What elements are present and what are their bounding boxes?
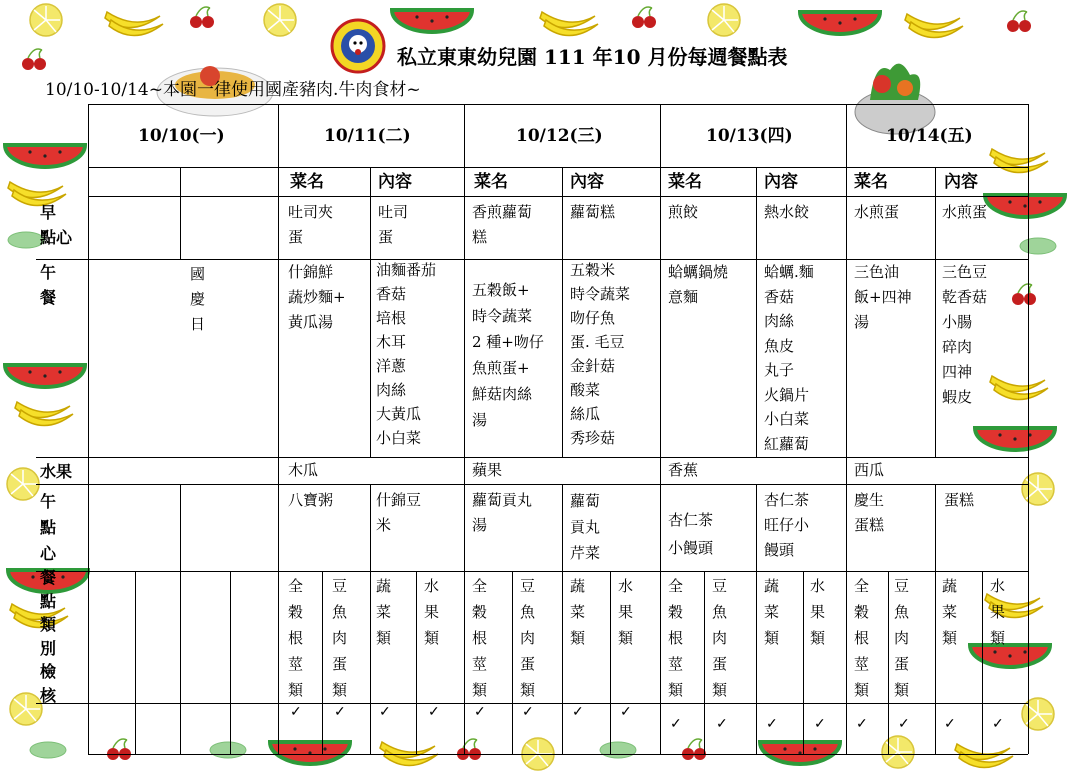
check-mark: ✓: [290, 704, 302, 720]
check-mark: ✓: [814, 716, 826, 732]
holiday-label: 國 慶 日: [190, 265, 206, 333]
lunch-dish: 蛤蠣鍋燒 意麵: [668, 263, 729, 306]
page-subtitle: 10/10-10/14~本園一律使用國產豬肉.牛肉食材~: [45, 80, 421, 100]
check-mark: ✓: [620, 704, 632, 720]
watermelon-icon: [270, 742, 350, 764]
lunch-content: 五穀米 時令蔬菜 吻仔魚 蛋. 毛豆 金針菇 酸菜 絲瓜 秀珍菇: [570, 261, 631, 447]
banana-icon: [990, 149, 1048, 173]
leaf-icon: [1020, 238, 1056, 254]
lunch-content: 油麵番茄 香菇 培根 木耳 洋蔥 肉絲 大黃瓜 小白菜: [376, 261, 437, 447]
day-header: 10/10(一): [138, 126, 225, 146]
col-label-content: 內容: [764, 172, 798, 192]
fruit-item: 西瓜: [854, 461, 885, 479]
row-label-snack: 午 點 心: [40, 492, 57, 563]
lunch-dish: 三色油 飯+四神 湯: [854, 263, 912, 331]
lunch-dish: 什錦鮮 蔬炒麵+ 黃瓜湯: [288, 263, 346, 331]
lunch-content: 三色豆 乾香菇 小腸 碎肉 四神 蝦皮: [942, 263, 988, 406]
check-mark: ✓: [334, 704, 346, 720]
check-category-label: 蔬 菜 類: [570, 577, 586, 647]
check-mark: ✓: [670, 716, 682, 732]
watermelon-icon: [985, 195, 1065, 217]
breakfast-content: 熱水餃: [764, 203, 810, 221]
check-category-label: 水 果 類: [424, 577, 440, 647]
breakfast-content: 水煎蛋: [942, 203, 988, 221]
banana-icon: [955, 744, 1013, 768]
col-label-content: 內容: [570, 172, 604, 192]
check-category-label: 蔬 菜 類: [376, 577, 392, 647]
cherry-icon: [457, 739, 481, 760]
banana-icon: [105, 12, 163, 36]
check-category-label: 水 果 類: [810, 577, 826, 647]
lemon-icon: [882, 736, 914, 768]
snack-dish: 蘿蔔貢丸 湯: [472, 491, 533, 534]
day-header: 10/13(四): [706, 126, 793, 146]
day-header: 10/14(五): [886, 126, 973, 146]
lemon-icon: [708, 4, 740, 36]
row-label-check: 餐 點 類 別 檢 核: [40, 568, 57, 705]
cherry-icon: [1007, 11, 1031, 32]
check-mark: ✓: [474, 704, 486, 720]
cherry-icon: [682, 739, 706, 760]
check-category-label: 水 果 類: [618, 577, 634, 647]
banana-icon: [10, 604, 68, 628]
fruit-item: 木瓜: [288, 461, 319, 479]
fruit-item: 蘋果: [472, 461, 503, 479]
breakfast-content: 吐司 蛋: [378, 203, 409, 246]
lemon-icon: [30, 4, 62, 36]
lunch-dish: 五穀飯+ 時令蔬菜 2 種+吻仔 魚煎蛋+ 鮮菇肉絲 湯: [472, 281, 544, 429]
check-category-label: 豆 魚 肉 蛋 類: [712, 577, 728, 699]
col-label-dish: 菜名: [668, 172, 702, 192]
lemon-icon: [1022, 473, 1054, 505]
day-header: 10/12(三): [516, 126, 603, 146]
check-mark: ✓: [379, 704, 391, 720]
snack-content: 什錦豆 米: [376, 491, 422, 534]
leaf-icon: [30, 742, 66, 758]
check-category-label: 豆 魚 肉 蛋 類: [520, 577, 536, 699]
row-label-breakfast: 早 點心: [40, 203, 73, 247]
snack-dish: 八寶粥: [288, 491, 334, 509]
watermelon-icon: [5, 145, 85, 167]
breakfast-dish: 吐司夾 蛋: [288, 203, 334, 246]
breakfast-dish: 香煎蘿蔔 糕: [472, 203, 533, 246]
leaf-icon: [210, 742, 246, 758]
check-mark: ✓: [898, 716, 910, 732]
cherry-icon: [22, 49, 46, 70]
leaf-icon: [600, 742, 636, 758]
lemon-icon: [264, 4, 296, 36]
cherry-icon: [1012, 284, 1036, 305]
snack-dish: 慶生 蛋糕: [854, 491, 885, 534]
breakfast-content: 蘿蔔糕: [570, 203, 616, 221]
watermelon-icon: [800, 12, 880, 34]
check-mark: ✓: [716, 716, 728, 732]
col-label-content: 內容: [378, 172, 412, 192]
check-mark: ✓: [428, 704, 440, 720]
snack-content: 杏仁茶 旺仔小 饅頭: [764, 491, 810, 559]
watermelon-icon: [760, 742, 840, 764]
banana-icon: [540, 12, 598, 36]
col-label-content: 內容: [944, 172, 978, 192]
check-category-label: 水 果 類: [990, 577, 1006, 647]
check-mark: ✓: [944, 716, 956, 732]
leaf-icon: [8, 232, 44, 248]
cherry-icon: [190, 7, 214, 28]
check-category-label: 豆 魚 肉 蛋 類: [894, 577, 910, 699]
check-category-label: 蔬 菜 類: [764, 577, 780, 647]
snack-content: 蛋糕: [944, 491, 975, 509]
watermelon-icon: [392, 10, 472, 32]
snack-content: 蘿蔔 貢丸 芹菜: [570, 492, 601, 562]
col-label-dish: 菜名: [474, 172, 508, 192]
watermelon-icon: [5, 365, 85, 387]
row-label-fruit: 水果: [40, 462, 73, 481]
check-category-label: 全 穀 根 莖 類: [668, 577, 684, 699]
col-label-dish: 菜名: [854, 172, 888, 192]
check-mark: ✓: [766, 716, 778, 732]
check-mark: ✓: [992, 716, 1004, 732]
cherry-icon: [107, 739, 131, 760]
check-mark: ✓: [572, 704, 584, 720]
check-category-label: 蔬 菜 類: [942, 577, 958, 647]
lunch-content: 蛤蠣.麵 香菇 肉絲 魚皮 丸子 火鍋片 小白菜 紅蘿蔔: [764, 263, 814, 453]
day-header: 10/11(二): [324, 126, 411, 146]
school-logo: [330, 18, 386, 74]
fruit-item: 香蕉: [668, 461, 699, 479]
watermelon-icon: [975, 428, 1055, 450]
check-category-label: 全 穀 根 莖 類: [472, 577, 488, 699]
row-label-lunch: 午 餐: [40, 263, 57, 307]
check-category-label: 全 穀 根 莖 類: [854, 577, 870, 699]
check-category-label: 全 穀 根 莖 類: [288, 577, 304, 699]
page-title: 私立東東幼兒園 111 年10 月份每週餐點表: [397, 45, 788, 69]
col-label-dish: 菜名: [290, 172, 324, 192]
banana-icon: [15, 402, 73, 426]
lemon-icon: [7, 468, 39, 500]
breakfast-dish: 煎餃: [668, 203, 699, 221]
breakfast-dish: 水煎蛋: [854, 203, 900, 221]
cherry-icon: [632, 7, 656, 28]
lemon-icon: [10, 693, 42, 725]
check-category-label: 豆 魚 肉 蛋 類: [332, 577, 348, 699]
banana-icon: [905, 14, 963, 38]
snack-dish: 杏仁茶 小饅頭: [668, 511, 714, 557]
check-mark: ✓: [522, 704, 534, 720]
check-mark: ✓: [856, 716, 868, 732]
banana-icon: [990, 376, 1048, 400]
